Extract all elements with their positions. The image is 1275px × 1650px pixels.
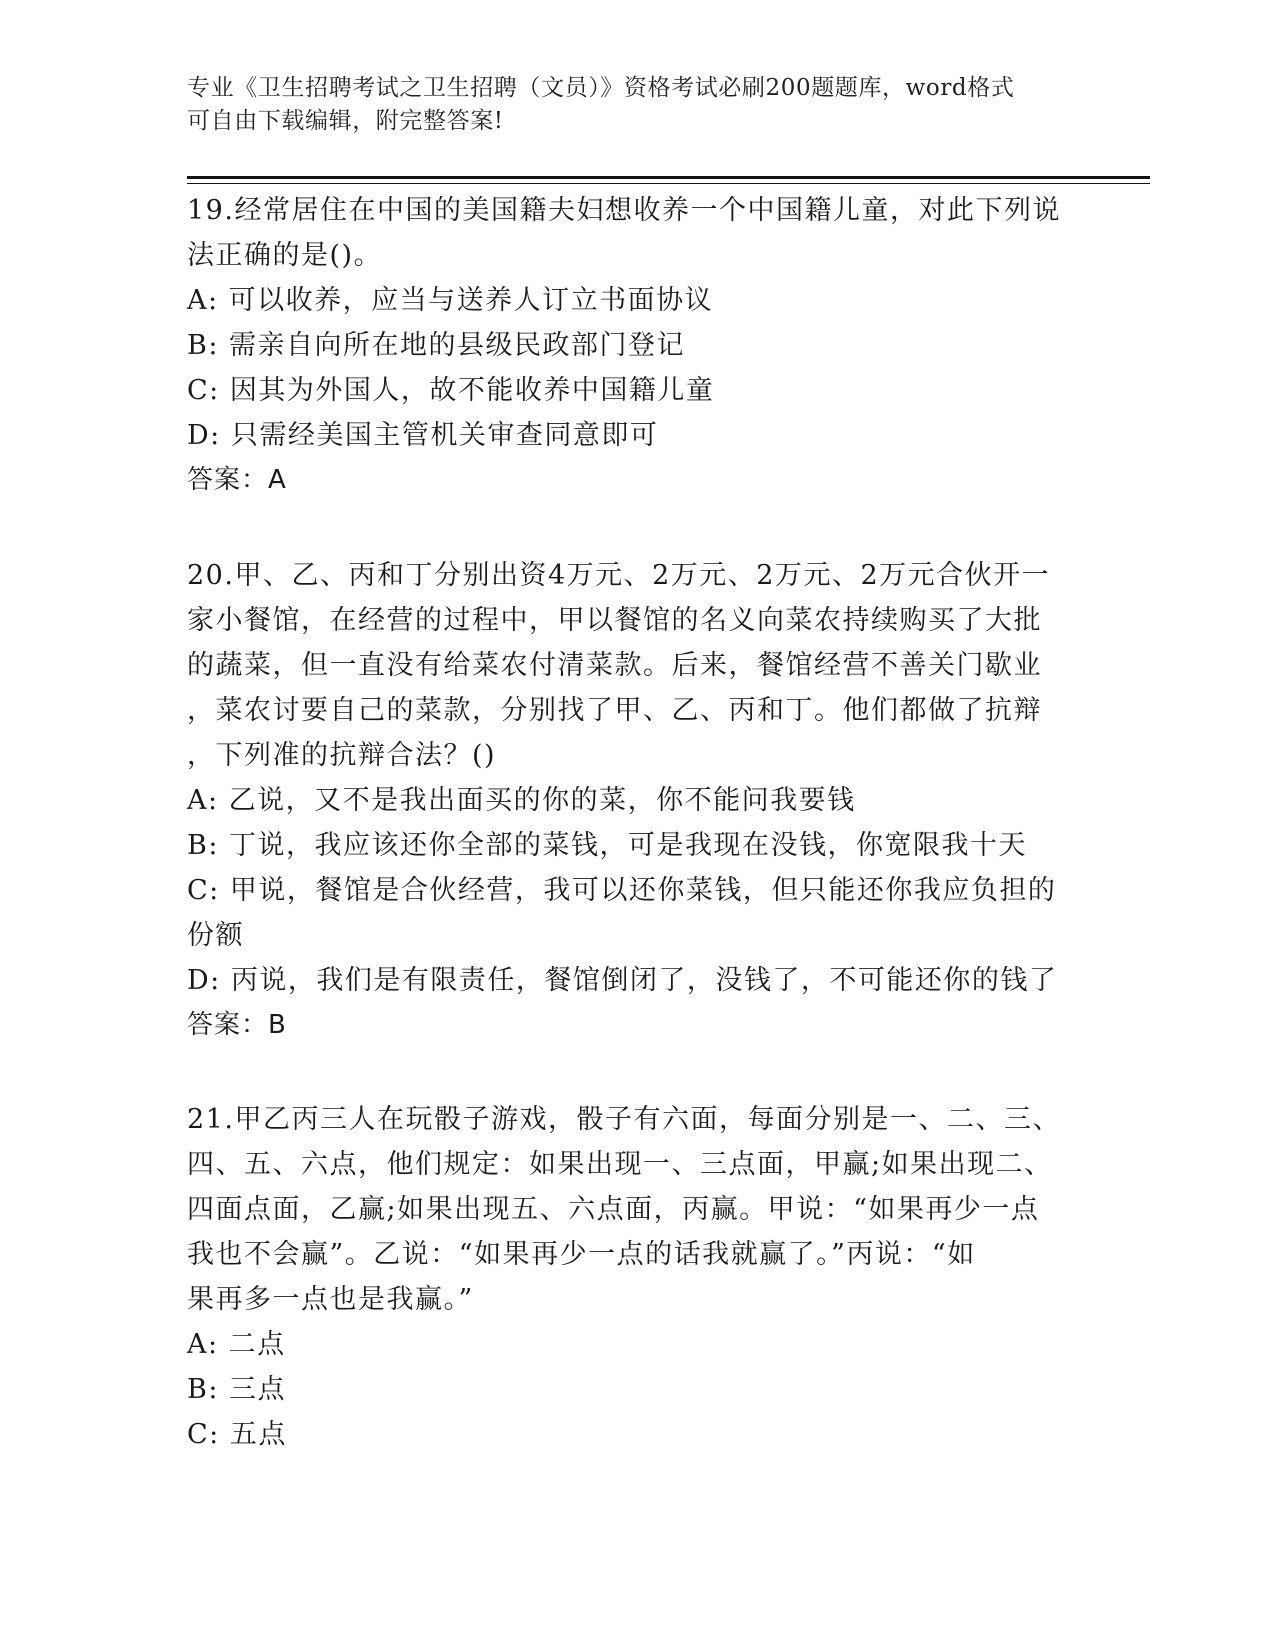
answer-line: 答案：A xyxy=(187,465,287,495)
option-a: A: 二点 xyxy=(187,1329,286,1360)
header-divider-thin xyxy=(187,183,1150,184)
question-stem-line: 的蔬菜，但一直没有给菜农付清菜款。后来，餐馆经营不善关门歇业 xyxy=(187,650,1042,681)
question-21 xyxy=(187,1097,1082,1457)
option-a: A: 乙说，又不是我出面买的你的菜，你不能问我要钱 xyxy=(187,785,856,816)
question-stem-line: 四面点面，乙赢;如果出现五、六点面，丙赢。甲说：“如果再少一点 xyxy=(187,1194,1040,1225)
option-a: A: 可以收养，应当与送养人订立书面协议 xyxy=(187,285,714,316)
question-stem-line: ，下列准的抗辩合法？() xyxy=(187,740,497,771)
question-stem-line: 21.甲乙丙三人在玩骰子游戏，骰子有六面，每面分别是一、二、三、 xyxy=(187,1104,1061,1135)
option-d: D: 只需经美国主管机关审查同意即可 xyxy=(187,420,659,451)
question-stem-line: ，菜农讨要自己的菜款，分别找了甲、乙、丙和丁。他们都做了抗辩 xyxy=(187,695,1042,726)
header-divider-thick xyxy=(187,176,1150,179)
option-b: B: 需亲自向所在地的县级民政部门登记 xyxy=(187,330,686,361)
question-stem-line: 果再多一点也是我赢。” xyxy=(187,1284,474,1315)
answer-line: 答案：B xyxy=(187,1010,287,1040)
header-title-line-2: 可自由下载编辑，附完整答案! xyxy=(187,108,504,134)
option-d: D: 丙说，我们是有限责任，餐馆倒闭了，没钱了，不可能还你的钱了 xyxy=(187,965,1058,996)
option-b: B: 丁说，我应该还你全部的菜钱，可是我现在没钱，你宽限我十天 xyxy=(187,830,1028,861)
question-stem-line: 家小餐馆，在经营的过程中，甲以餐馆的名义向菜农持续购买了大批 xyxy=(187,605,1042,636)
option-c: C: 因其为外国人，故不能收养中国籍儿童 xyxy=(187,375,715,406)
question-stem-line: 19.经常居住在中国的美国籍夫妇想收养一个中国籍儿童，对此下列说 xyxy=(187,195,1061,226)
question-stem-line: 20.甲、乙、丙和丁分别出资4万元、2万元、2万元、2万元合伙开一 xyxy=(187,560,1051,591)
option-c-continued: 份额 xyxy=(187,920,244,951)
question-20 xyxy=(187,553,1082,1048)
question-stem-line: 四、五、六点，他们规定：如果出现一、三点面，甲赢;如果出现二、 xyxy=(187,1149,1053,1180)
option-c: C: 甲说，餐馆是合伙经营，我可以还你菜钱，但只能还你我应负担的 xyxy=(187,875,1057,906)
page-header xyxy=(187,72,1067,138)
option-c: C: 五点 xyxy=(187,1419,287,1450)
header-title-line-1: 专业《卫生招聘考试之卫生招聘（文员）》资格考试必刷200题题库，word格式 xyxy=(187,75,1015,101)
question-19 xyxy=(187,188,1082,503)
question-stem-line: 我也不会赢”。乙说：“如果再少一点的话我就赢了。”丙说：“如 xyxy=(187,1239,976,1270)
option-b: B: 三点 xyxy=(187,1374,287,1405)
question-stem-line: 法正确的是()。 xyxy=(187,240,383,271)
